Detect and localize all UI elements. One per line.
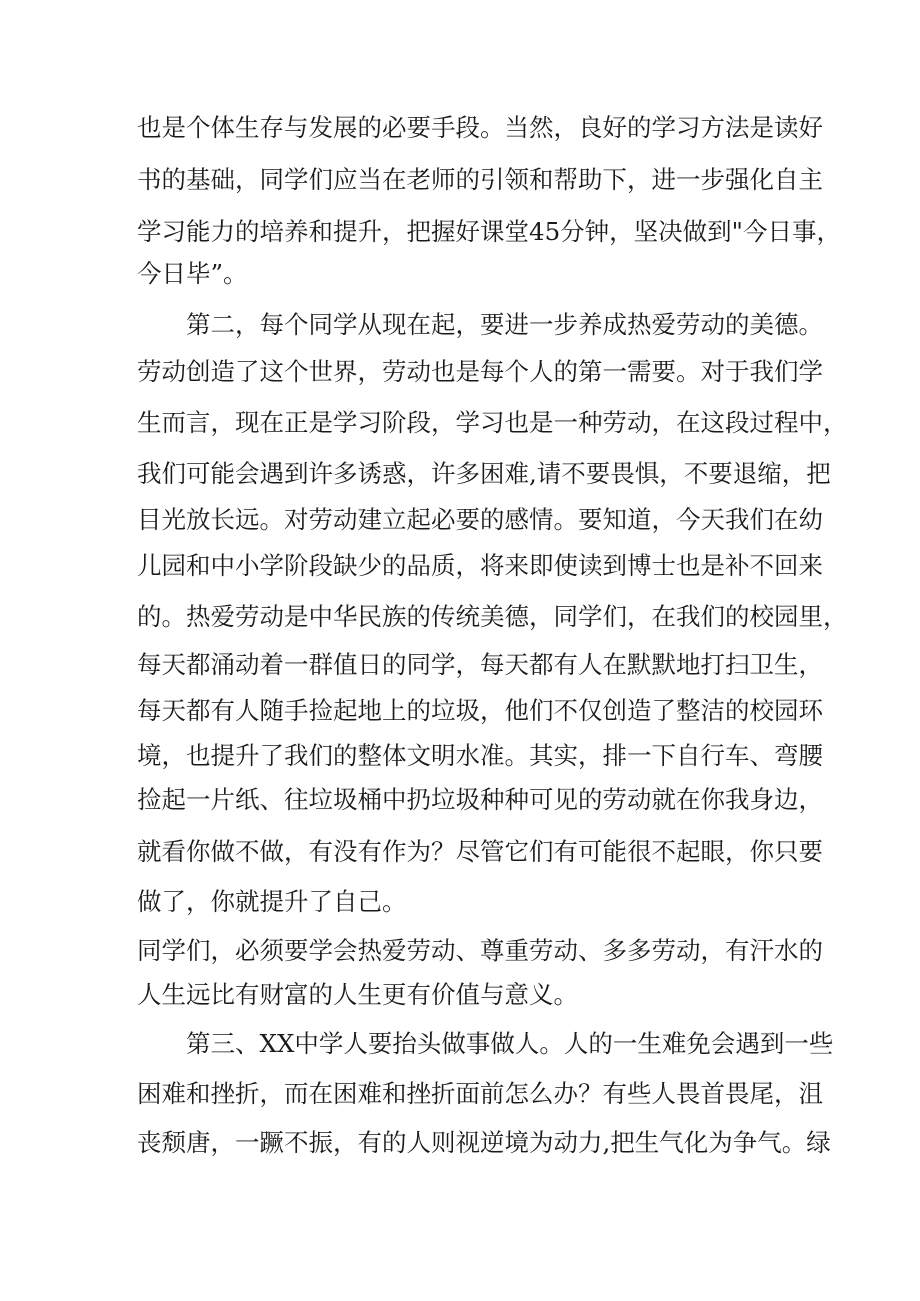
text-line: 生而言，现在正是学习阶段，学习也是一种劳动，在这段过程中，: [137, 408, 848, 437]
text-line: 人生远比有财富的人生更有价值与意义。: [137, 980, 578, 1009]
text-line: 学习能力的培养和提升，把握好课堂45分钟，坚决做到"今日事，: [137, 217, 841, 246]
text-line: 书的基础，同学们应当在老师的引领和帮助下，进一步强化自主: [137, 165, 823, 194]
text-line: 儿园和中小学阶段缺少的品质，将来即使读到博士也是补不回来: [137, 551, 823, 580]
text-line: 捡起一片纸、往垃圾桶中扔垃圾种种可见的劳动就在你我身边，: [137, 785, 823, 814]
text-line: 每天都有人随手捡起地上的垃圾，他们不仅创造了整洁的校园环: [137, 696, 823, 725]
text-line: 每天都涌动着一群值日的同学，每天都有人在默默地打扫卫生，: [137, 650, 823, 679]
text-line: 我们可能会遇到许多诱惑，许多困难,请不要畏惧，不要退缩，把: [137, 459, 831, 488]
paragraph-start-line: 第二，每个同学从现在起，要进一步养成热爱劳动的美德。: [186, 310, 823, 339]
text-line: 目光放长远。对劳动建立起必要的感情。要知道，今天我们在幼: [137, 505, 823, 534]
text-line: 今日毕”。: [137, 259, 248, 288]
text-line: 的。热爱劳动是中华民族的传统美德，同学们，在我们的校园里，: [137, 602, 848, 631]
paragraph-start-line: 第三、XX中学人要抬头做事做人。人的一生难免会遇到一些: [186, 1029, 834, 1058]
text-line: 困难和挫折，而在困难和挫折面前怎么办？有些人畏首畏尾，沮: [137, 1079, 823, 1108]
text-line: 也是个体生存与发展的必要手段。当然，良好的学习方法是读好: [137, 113, 823, 142]
text-line: 做了，你就提升了自己。: [137, 887, 407, 916]
paragraph-line: 同学们，必须要学会热爱劳动、尊重劳动、多多劳动，有汗水的: [137, 936, 823, 965]
text-line: 劳动创造了这个世界，劳动也是每个人的第一需要。对于我们学: [137, 357, 823, 386]
text-line: 就看你做不做，有没有作为？尽管它们有可能很不起眼，你只要: [137, 837, 823, 866]
text-line: 丧颓唐，一蹶不振，有的人则视逆境为动力,把生气化为争气。绿: [137, 1128, 831, 1157]
text-line: 境，也提升了我们的整体文明水准。其实，排一下自行车、弯腰: [137, 741, 823, 770]
